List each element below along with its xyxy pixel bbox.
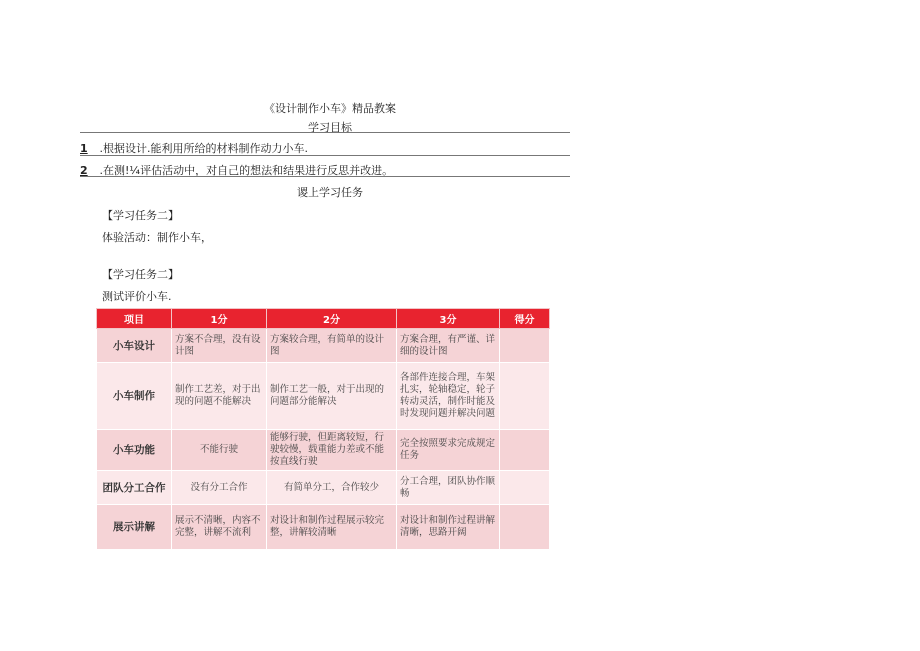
task-heading: 【学习任务二】 bbox=[102, 268, 179, 281]
score-3-cell: 方案合理，有严谨、详细的设计图 bbox=[397, 329, 500, 363]
score-1-cell: 不能行驶 bbox=[172, 430, 267, 471]
column-header: 3分 bbox=[397, 309, 500, 329]
column-header: 得分 bbox=[500, 309, 550, 329]
row-item: 小车设计 bbox=[97, 329, 172, 363]
table-row bbox=[97, 329, 550, 363]
column-header: 1分 bbox=[172, 309, 267, 329]
score-cell bbox=[500, 329, 550, 363]
score-3-cell: 对设计和制作过程讲解清晰，思路开阔 bbox=[397, 505, 500, 550]
score-1-cell: 展示不清晰，内容不完整，讲解不流利 bbox=[172, 505, 267, 550]
score-2-cell: 制作工艺一般，对于出现的问题部分能解决 bbox=[267, 363, 397, 430]
column-header: 项目 bbox=[97, 309, 172, 329]
column-header: 2分 bbox=[267, 309, 397, 329]
row-item: 小车功能 bbox=[97, 430, 172, 471]
table-row bbox=[97, 505, 550, 550]
table-row bbox=[97, 430, 550, 471]
table-row bbox=[97, 471, 550, 505]
divider bbox=[80, 132, 570, 133]
score-2-cell: 对设计和制作过程展示较完整，讲解较清晰 bbox=[267, 505, 397, 550]
table-row bbox=[97, 363, 550, 430]
score-cell bbox=[500, 471, 550, 505]
score-cell bbox=[500, 430, 550, 471]
score-2-cell: 方案较合理，有简单的设计图 bbox=[267, 329, 397, 363]
objective-number: 1 bbox=[80, 142, 88, 155]
objective-text: .根据设计.能利用所给的材料制作动力小车. bbox=[99, 142, 308, 155]
row-item: 展示讲解 bbox=[97, 505, 172, 550]
score-1-cell: 方案不合理，没有设计图 bbox=[172, 329, 267, 363]
divider bbox=[80, 176, 570, 177]
rubric-table bbox=[96, 308, 550, 550]
score-3-cell: 各部件连接合理，车架扎实，轮轴稳定，轮子转动灵活，制作时能及时发现问题并解决问题 bbox=[397, 363, 500, 430]
score-2-cell: 能够行驶，但距离较短，行驶较慢，载重能力差或不能按直线行驶 bbox=[267, 430, 397, 471]
objective-item bbox=[80, 140, 308, 156]
task-heading: 【学习任务二】 bbox=[102, 209, 179, 222]
score-2-cell: 有简单分工，合作较少 bbox=[267, 471, 397, 505]
score-1-cell: 制作工艺差，对于出现的问题不能解决 bbox=[172, 363, 267, 430]
score-3-cell: 完全按照要求完成规定任务 bbox=[397, 430, 500, 471]
objective-number: 2 bbox=[80, 164, 88, 177]
objective-text: .在测!¼评估活动中，对自己的想法和结果进行反思并改进。 bbox=[99, 164, 394, 177]
score-3-cell: 分工合理，团队协作顺畅 bbox=[397, 471, 500, 505]
divider bbox=[80, 155, 570, 156]
row-item: 团队分工合作 bbox=[97, 471, 172, 505]
row-item: 小车制作 bbox=[97, 363, 172, 430]
score-cell bbox=[500, 363, 550, 430]
task-text: 体验活动：制作小车， bbox=[102, 231, 212, 244]
objectives-heading: 学习目标 bbox=[308, 121, 352, 134]
table-header-row bbox=[97, 309, 550, 329]
section-heading: 谡上学习任务 bbox=[297, 186, 363, 199]
score-cell bbox=[500, 505, 550, 550]
task-text: 测试评价小车. bbox=[102, 290, 172, 303]
score-1-cell: 没有分工合作 bbox=[172, 471, 267, 505]
document-title: 《设计制作小车》精品教案 bbox=[264, 102, 396, 115]
